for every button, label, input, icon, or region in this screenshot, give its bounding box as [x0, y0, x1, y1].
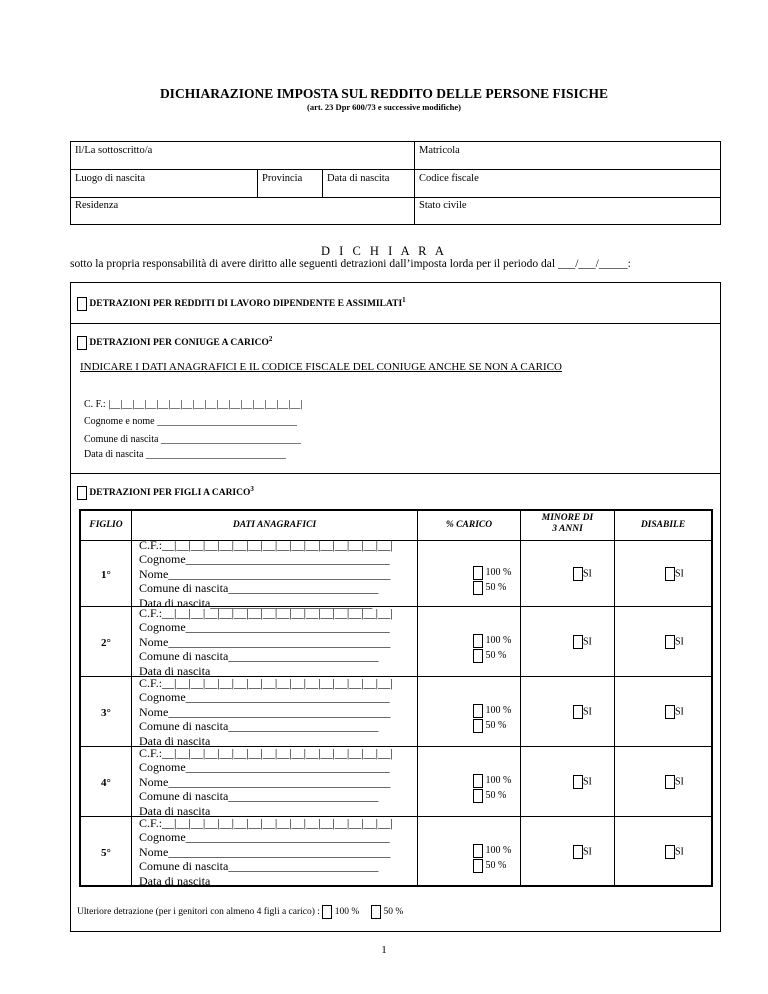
checkbox-minore[interactable]	[573, 705, 583, 719]
cf-field[interactable]: C.F.:__|__|__|__|__|__|__|__|__|__|__|__|__|__|__|__|	[139, 816, 393, 830]
checkbox-disabile[interactable]	[665, 705, 675, 719]
nome-field[interactable]: Nome_____________________________________	[139, 704, 391, 719]
dati-anagrafici	[139, 606, 393, 678]
data-nascita-field[interactable]: Data di nascita___________________________	[139, 663, 373, 678]
page-number: 1	[381, 944, 387, 956]
dati-anagrafici	[139, 746, 393, 818]
si-label: SI	[675, 776, 684, 788]
carico-options	[473, 633, 511, 663]
checkbox-lavoro[interactable]	[77, 297, 87, 311]
row-number: 4°	[101, 777, 111, 789]
section-coniuge	[77, 335, 272, 350]
sottoscritto-field[interactable]: Il/La sottoscritto/a	[75, 145, 153, 156]
minore-option	[573, 845, 592, 859]
stato-civile-field[interactable]: Stato civile	[419, 200, 467, 211]
checkbox-100[interactable]	[473, 566, 483, 580]
checkbox-ulteriore-100[interactable]	[322, 905, 332, 919]
section-coniuge-label: DETRAZIONI PER CONIUGE A CARICO	[89, 338, 269, 349]
comune-field[interactable]: Comune di nascita_________________________	[139, 649, 379, 664]
minore-option	[573, 705, 592, 719]
pct-50-label: 50 %	[485, 860, 507, 871]
minore-option	[573, 775, 592, 789]
disabile-option	[665, 845, 684, 859]
pct-50-label: 50 %	[485, 650, 507, 661]
cf-field[interactable]: C.F.:__|__|__|__|__|__|__|__|__|__|__|__|__|__|__|__|	[139, 606, 393, 620]
carico-options	[473, 773, 511, 803]
comune-field[interactable]: Comune di nascita_________________________	[139, 789, 379, 804]
disabile-option	[665, 635, 684, 649]
comune-field[interactable]: Comune di nascita_________________________	[139, 581, 379, 596]
table-row	[81, 747, 711, 819]
section-lavoro	[77, 296, 406, 311]
pct-50-label: 50 %	[485, 720, 507, 731]
data-nascita-field[interactable]: Data di nascita___________________________	[139, 873, 373, 888]
row-number: 5°	[101, 847, 111, 859]
si-label: SI	[583, 706, 592, 718]
table-row	[81, 538, 711, 613]
ulteriore-50-label: 50 %	[383, 907, 404, 918]
cognome-field[interactable]: Cognome__________________________________	[139, 830, 390, 845]
provincia-field[interactable]: Provincia	[262, 173, 303, 184]
si-label: SI	[583, 846, 592, 858]
col-header-minore-line1: MINORE DI	[541, 513, 594, 523]
si-label: SI	[583, 568, 592, 580]
dati-anagrafici	[139, 816, 393, 888]
checkbox-100[interactable]	[473, 704, 483, 718]
footnote-ref: 1	[402, 296, 406, 304]
nome-field[interactable]: Nome_____________________________________	[139, 634, 391, 649]
data-nascita-field[interactable]: Data di nascita___________________________	[139, 595, 373, 610]
cognome-field[interactable]: Cognome__________________________________	[139, 620, 390, 635]
checkbox-100[interactable]	[473, 634, 483, 648]
ulteriore-100-label: 100 %	[334, 907, 360, 918]
col-header-carico: % CARICO	[445, 520, 493, 530]
ulteriore-detrazione	[77, 905, 403, 919]
row-number: 3°	[101, 707, 111, 719]
carico-options	[473, 843, 511, 873]
checkbox-100[interactable]	[473, 844, 483, 858]
checkbox-ulteriore-50[interactable]	[371, 905, 381, 919]
checkbox-50[interactable]	[473, 859, 483, 873]
footnote-ref: 2	[268, 335, 273, 343]
data-nascita-field[interactable]: Data di nascita___________________________	[139, 803, 373, 818]
cognome-field[interactable]: Cognome__________________________________	[139, 760, 390, 775]
document-subtitle: (art. 23 Dpr 600/73 e successive modifiche)	[307, 102, 461, 112]
disabile-option	[665, 567, 684, 581]
coniuge-istruzione: INDICARE I DATI ANAGRAFICI E IL CODICE FISCALE DEL CONIUGE ANCHE SE NON A CARICO	[80, 361, 562, 373]
row-number: 2°	[101, 637, 111, 649]
cognome-field[interactable]: Cognome__________________________________	[139, 690, 390, 705]
checkbox-50[interactable]	[473, 581, 483, 595]
coniuge-cognome-field[interactable]: Cognome e nome ____________________________	[84, 416, 298, 427]
si-label: SI	[675, 846, 684, 858]
table-row	[81, 607, 711, 679]
pct-50-label: 50 %	[485, 790, 507, 801]
dati-anagrafici	[139, 538, 393, 610]
section-figli	[77, 485, 254, 500]
cognome-field[interactable]: Cognome__________________________________	[139, 552, 390, 567]
dichiara-heading: D I C H I A R A	[321, 244, 447, 258]
coniuge-comune-field[interactable]: Comune di nascita ____________________________	[84, 434, 301, 445]
disabile-option	[665, 775, 684, 789]
nome-field[interactable]: Nome_____________________________________	[139, 774, 391, 789]
cf-field[interactable]: C.F.:__|__|__|__|__|__|__|__|__|__|__|__|__|__|__|__|	[139, 746, 393, 760]
coniuge-data-field[interactable]: Data di nascita ____________________________	[84, 449, 286, 460]
section-figli-label: DETRAZIONI PER FIGLI A CARICO	[89, 488, 251, 499]
col-header-minore	[521, 513, 614, 535]
table-row	[81, 817, 711, 889]
ulteriore-label: Ulteriore detrazione (per i genitori con almeno 4 figli a carico) :	[77, 907, 320, 918]
pct-100-label: 100 %	[485, 775, 512, 786]
checkbox-50[interactable]	[473, 789, 483, 803]
data-nascita-field[interactable]: Data di nascita___________________________	[139, 733, 373, 748]
codice-fiscale-field[interactable]: Codice fiscale	[419, 173, 479, 184]
coniuge-cf-field[interactable]: C. F.: |__|__|__|__|__|__|__|__|__|__|__|__|__|__|__|__|	[84, 399, 303, 410]
nome-field[interactable]: Nome_____________________________________	[139, 566, 391, 581]
document-title: DICHIARAZIONE IMPOSTA SUL REDDITO DELLE PERSONE FISICHE	[159, 86, 609, 101]
comune-field[interactable]: Comune di nascita_________________________	[139, 859, 379, 874]
checkbox-coniuge[interactable]	[77, 336, 87, 350]
pct-100-label: 100 %	[485, 705, 512, 716]
residenza-field[interactable]: Residenza	[75, 200, 119, 211]
cf-field[interactable]: C.F.:__|__|__|__|__|__|__|__|__|__|__|__|__|__|__|__|	[139, 538, 393, 552]
si-label: SI	[675, 568, 684, 580]
checkbox-disabile[interactable]	[665, 845, 675, 859]
carico-options	[473, 565, 511, 595]
checkbox-disabile[interactable]	[665, 775, 675, 789]
carico-options	[473, 703, 511, 733]
cf-field[interactable]: C.F.:__|__|__|__|__|__|__|__|__|__|__|__|__|__|__|__|	[139, 676, 393, 690]
si-label: SI	[583, 776, 592, 788]
nome-field[interactable]: Nome_____________________________________	[139, 844, 391, 859]
checkbox-minore[interactable]	[573, 845, 583, 859]
data-nascita-field[interactable]: Data di nascita	[327, 173, 390, 184]
pct-100-label: 100 %	[485, 845, 512, 856]
si-label: SI	[583, 636, 592, 648]
comune-field[interactable]: Comune di nascita_________________________	[139, 719, 379, 734]
minore-option	[573, 635, 592, 649]
matricola-field[interactable]: Matricola	[419, 145, 460, 156]
si-label: SI	[675, 706, 684, 718]
col-header-dati: DATI ANAGRAFICI	[232, 520, 317, 530]
checkbox-50[interactable]	[473, 719, 483, 733]
disabile-option	[665, 705, 684, 719]
minore-option	[573, 567, 592, 581]
table-row	[81, 677, 711, 749]
row-number: 1°	[101, 569, 111, 581]
checkbox-100[interactable]	[473, 774, 483, 788]
checkbox-disabile[interactable]	[665, 567, 675, 581]
pct-50-label: 50 %	[485, 582, 507, 593]
dati-anagrafici	[139, 676, 393, 748]
checkbox-minore[interactable]	[573, 567, 583, 581]
col-header-minore-line2: 3 ANNI	[552, 524, 583, 534]
col-header-figlio: FIGLIO	[89, 520, 123, 530]
checkbox-50[interactable]	[473, 649, 483, 663]
anagrafica-grid	[70, 141, 721, 225]
section-lavoro-label: DETRAZIONI PER REDDITI DI LAVORO DIPENDENTE E ASSIMILATI	[89, 299, 403, 310]
checkbox-figli[interactable]	[77, 486, 87, 500]
checkbox-minore[interactable]	[573, 775, 583, 789]
pct-100-label: 100 %	[485, 567, 512, 578]
figli-table	[79, 509, 713, 887]
checkbox-disabile[interactable]	[665, 635, 675, 649]
footnote-ref: 3	[250, 485, 254, 493]
checkbox-minore[interactable]	[573, 635, 583, 649]
responsabilita-text: sotto la propria responsabilità di avere diritto alle seguenti detrazioni dall’imposta lorda per il periodo dal ___/___/_____:	[70, 258, 631, 270]
pct-100-label: 100 %	[485, 635, 512, 646]
luogo-nascita-field[interactable]: Luogo di nascita	[75, 173, 145, 184]
detrazioni-box	[70, 282, 721, 932]
si-label: SI	[675, 636, 684, 648]
col-header-disabile: DISABILE	[640, 520, 686, 530]
